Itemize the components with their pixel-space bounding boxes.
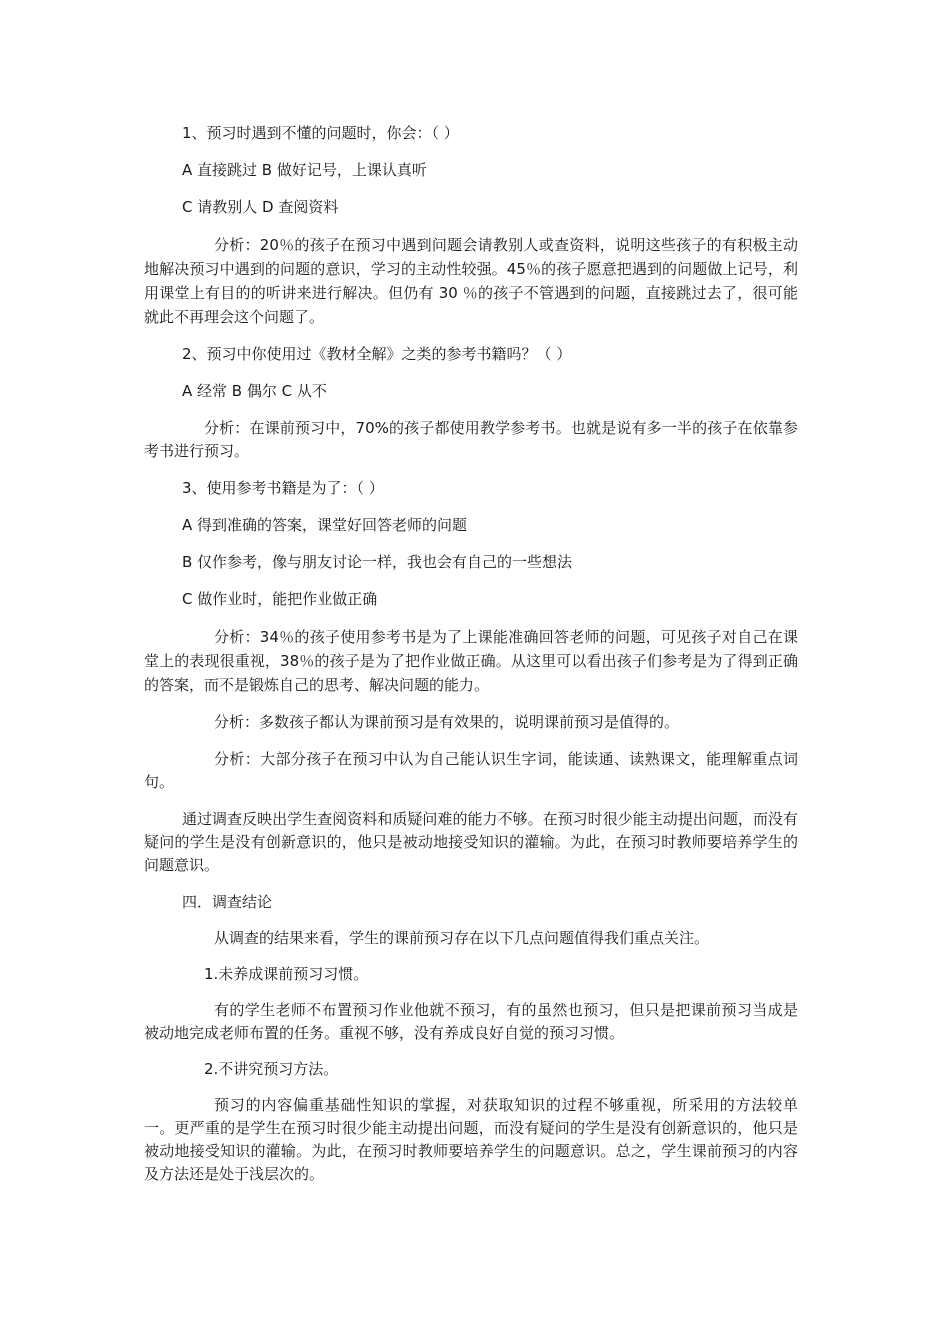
analysis-extra-1: 分析：多数孩子都认为课前预习是有效果的，说明课前预习是值得的。 xyxy=(214,713,680,731)
question-2: 2、预习中你使用过《教材全解》之类的参考书籍吗？（ ） xyxy=(182,345,572,363)
question-1-analysis: 分析：20％的孩子在预习中遇到问题会请教别人或查资料，说明这些孩子的有积极主动地解决预习中遇到的问题的意识，学习的主动性较强。45％的孩子愿意把遇到的问题做上记号，利用课堂上有目的的听讲来进行解决。但仍有 30 ％的孩子不管遇到的问题，直接跳过去了，很可能就此不再理会这个问题了。 xyxy=(144,236,798,326)
point-1-title: 1.未养成课前预习习惯。 xyxy=(204,965,369,983)
point-2-title: 2.不讲究预习方法。 xyxy=(204,1060,339,1078)
point-1-body: 有的学生老师不布置预习作业他就不预习，有的虽然也预习，但只是把课前预习当成是被动地完成老师布置的任务。重视不够，没有养成良好自觉的预习习惯。 xyxy=(144,1001,798,1042)
question-1-options-cd: C 请教别人 D 查阅资料 xyxy=(182,198,339,216)
question-2-options: A 经常 B 偶尔 C 从不 xyxy=(182,382,327,400)
question-3-option-b: B 仅作参考，像与朋友讨论一样，我也会有自己的一些想法 xyxy=(182,553,573,571)
question-1-options-ab: A 直接跳过 B 做好记号，上课认真听 xyxy=(182,161,427,179)
question-2-analysis: 分析：在课前预习中，70%的孩子都使用教学参考书。也就是说有多一半的孩子在依靠参考书进行预习。 xyxy=(144,419,798,460)
point-2-body: 预习的内容偏重基础性知识的掌握，对获取知识的过程不够重视，所采用的方法较单一。更严重的是学生在预习时很少能主动提出问题，而没有疑问的学生是没有创新意识的，他只是被动地接受知识的灌输。为此，在预习时教师要培养学生的问题意识。总之，学生课前预习的内容及方法还是处于浅层次的。 xyxy=(144,1096,798,1183)
analysis-extra-2: 分析：大部分孩子在预习中认为自己能认识生字词，能读通、读熟课文，能理解重点词句。 xyxy=(144,750,798,791)
summary-paragraph: 通过调查反映出学生查阅资料和质疑问难的能力不够。在预习时很少能主动提出问题，而没有疑问的学生是没有创新意识的，他只是被动地接受知识的灌输。为此，在预习时教师要培养学生的问题意识。 xyxy=(144,810,798,874)
question-3-option-c: C 做作业时，能把作业做正确 xyxy=(182,590,378,608)
section-intro: 从调查的结果来看，学生的课前预习存在以下几点问题值得我们重点关注。 xyxy=(214,929,710,947)
question-3: 3、使用参考书籍是为了：（ ） xyxy=(182,479,384,497)
question-3-option-a: A 得到准确的答案，课堂好回答老师的问题 xyxy=(182,516,468,534)
question-1: 1、预习时遇到不懂的问题时，你会：（ ） xyxy=(182,124,459,142)
section-heading: 四．调查结论 xyxy=(182,893,273,911)
question-3-analysis: 分析：34％的孩子使用参考书是为了上课能准确回答老师的问题，可见孩子对自己在课堂上的表现很重视，38％的孩子是为了把作业做正确。从这里可以看出孩子们参考是为了得到正确的答案，而不是锻炼自己的思考、解决问题的能力。 xyxy=(144,628,798,694)
